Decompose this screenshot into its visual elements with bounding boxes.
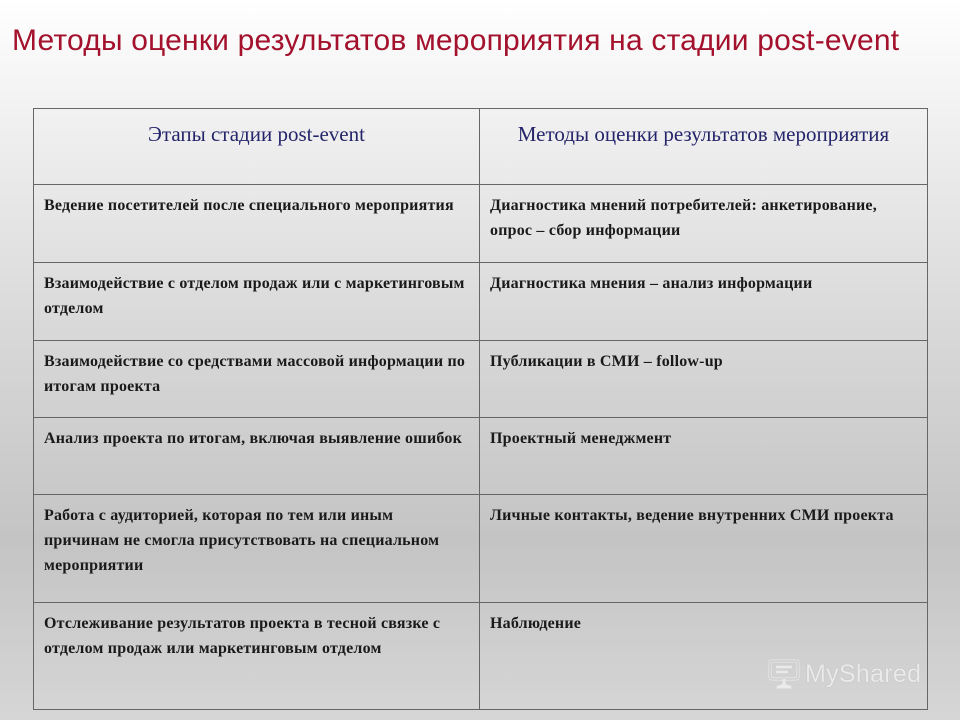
slide-title: Методы оценки результатов мероприятия на стадии post-event	[12, 24, 900, 57]
header-methods: Методы оценки результатов мероприятия	[480, 109, 928, 185]
table-row	[34, 418, 928, 495]
table-row	[34, 185, 928, 263]
table-body	[34, 185, 928, 710]
method-cell: Диагностика мнений потребителей: анкетирование, опрос – сбор информации	[480, 185, 928, 263]
header-stages: Этапы стадии post-event	[34, 109, 480, 185]
table-row	[34, 341, 928, 418]
presentation-screen-icon	[767, 657, 801, 691]
stage-cell: Ведение посетителей после специального мероприятия	[34, 185, 480, 263]
stage-cell: Отслеживание результатов проекта в тесной связке с отделом продаж или маркетинговым отделом	[34, 603, 480, 710]
table-header	[34, 109, 928, 185]
methods-table-container	[33, 108, 927, 710]
stage-cell: Анализ проекта по итогам, включая выявление ошибок	[34, 418, 480, 495]
method-cell: Наблюдение	[480, 603, 928, 710]
stage-cell: Работа с аудиторией, которая по тем или иным причинам не смогла присутствовать на специальном мероприятии	[34, 495, 480, 603]
stage-cell: Взаимодействие со средствами массовой информации по итогам проекта	[34, 341, 480, 418]
method-cell: Публикации в СМИ – follow-up	[480, 341, 928, 418]
table-row	[34, 495, 928, 603]
table-row	[34, 263, 928, 341]
header-row	[34, 109, 928, 185]
method-cell: Личные контакты, ведение внутренних СМИ проекта	[480, 495, 928, 603]
methods-table	[33, 108, 928, 710]
watermark-text: MyShared	[805, 659, 922, 688]
myshared-watermark[interactable]	[767, 656, 921, 692]
method-cell: Проектный менеджмент	[480, 418, 928, 495]
stage-cell: Взаимодействие с отделом продаж или с маркетинговым отделом	[34, 263, 480, 341]
method-cell: Диагностика мнения – анализ информации	[480, 263, 928, 341]
